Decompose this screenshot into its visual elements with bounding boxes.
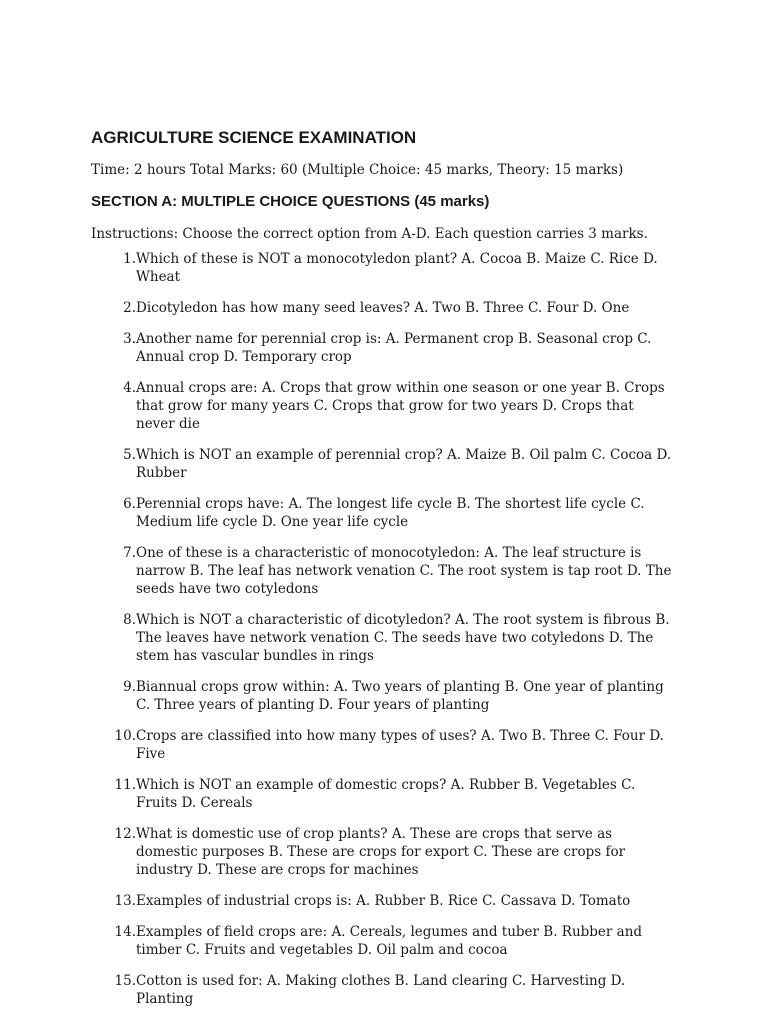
question-text: Examples of industrial crops is: A. Rubber B. Rice C. Cassava D. Tomato [136, 893, 631, 909]
question-item [91, 495, 691, 531]
question-item [91, 446, 691, 482]
question-number: 10. [114, 728, 136, 744]
question-item [91, 892, 691, 910]
question-number: 9. [123, 679, 136, 695]
question-text: Which is NOT a characteristic of dicotyledon? A. The root system is fibrous B. The leaves have network venation C. The seeds have two cotyledons D. The stem has vascular bundles in rings [136, 612, 670, 664]
document-title: AGRICULTURE SCIENCE EXAMINATION [91, 128, 417, 147]
question-item [91, 923, 691, 959]
question-item [91, 330, 691, 366]
question-text: One of these is a characteristic of monocotyledon: A. The leaf structure is narrow B. The leaf has network venation C. The root system is tap root D. The seeds have two cotyledons [136, 545, 672, 597]
question-item [91, 250, 691, 286]
question-text: Which is NOT an example of perennial crop? A. Maize B. Oil palm C. Cocoa D. Rubber [136, 447, 672, 481]
question-text: Examples of field crops are: A. Cereals, legumes and tuber B. Rubber and timber C. Fruits and vegetables D. Oil palm and cocoa [136, 924, 643, 958]
question-item [91, 727, 691, 763]
question-text: Biannual crops grow within: A. Two years of planting B. One year of planting C. Three years of planting D. Four years of planting [136, 679, 664, 713]
question-text: Cotton is used for: A. Making clothes B. Land clearing C. Harvesting D. Planting [136, 973, 626, 1007]
question-number: 13. [114, 893, 136, 909]
question-item [91, 678, 691, 714]
question-text: Perennial crops have: A. The longest life cycle B. The shortest life cycle C. Medium life cycle D. One year life cycle [136, 496, 645, 530]
question-item [91, 825, 691, 879]
question-number: 8. [123, 612, 136, 628]
question-item [91, 299, 691, 317]
question-text: What is domestic use of crop plants? A. These are crops that serve as domestic purposes B. These are crops for export C. These are crops for industry D. These are crops for machines [136, 826, 626, 878]
question-text: Annual crops are: A. Crops that grow within one season or one year B. Crops that grow for many years C. Crops that grow for two years D. Crops that never die [136, 380, 665, 432]
question-text: Crops are classified into how many types of uses? A. Two B. Three C. Four D. Five [136, 728, 664, 762]
question-number: 5. [123, 447, 136, 463]
question-item [91, 379, 691, 433]
question-number: 1. [123, 251, 136, 267]
question-number: 11. [114, 777, 136, 793]
question-number: 12. [114, 826, 136, 842]
question-item [91, 611, 691, 665]
question-text: Which of these is NOT a monocotyledon plant? A. Cocoa B. Maize C. Rice D. Wheat [136, 251, 658, 285]
question-number: 6. [123, 496, 136, 512]
exam-meta: Time: 2 hours Total Marks: 60 (Multiple Choice: 45 marks, Theory: 15 marks) [91, 162, 624, 178]
question-number: 3. [123, 331, 136, 347]
section-a-heading: SECTION A: MULTIPLE CHOICE QUESTIONS (45 marks) [91, 193, 490, 210]
question-number: 15. [114, 973, 136, 989]
question-number: 14. [114, 924, 136, 940]
question-number: 2. [123, 300, 136, 316]
question-item [91, 776, 691, 812]
question-number: 4. [123, 380, 136, 396]
document-page [91, 127, 691, 1021]
question-text: Another name for perennial crop is: A. Permanent crop B. Seasonal crop C. Annual crop D. Temporary crop [136, 331, 652, 365]
question-list [91, 250, 691, 1008]
question-item [91, 972, 691, 1008]
question-text: Dicotyledon has how many seed leaves? A. Two B. Three C. Four D. One [136, 300, 630, 316]
question-text: Which is NOT an example of domestic crops? A. Rubber B. Vegetables C. Fruits D. Cereals [136, 777, 636, 811]
question-number: 7. [123, 545, 136, 561]
question-item [91, 544, 691, 598]
section-a-instructions: Instructions: Choose the correct option from A-D. Each question carries 3 marks. [91, 226, 648, 242]
